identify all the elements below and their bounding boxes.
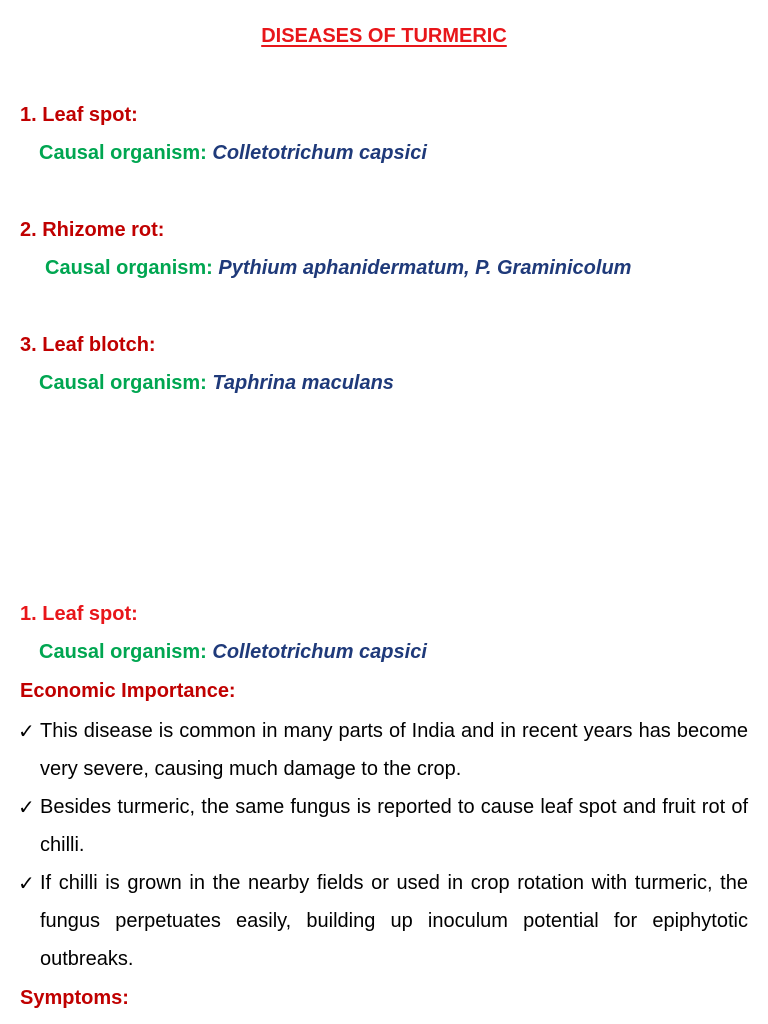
bullet-text: If chilli is grown in the nearby fields or used in crop rotation with turmeric, the fungus perpetuates easily, building up inoculum potential for epiphytotic outbreaks. — [40, 872, 748, 970]
causal-organism-leaf-blotch — [39, 372, 394, 395]
organism-name: Pythium aphanidermatum, P. Graminicolum — [218, 257, 632, 279]
checkmark-icon: ✓ — [18, 719, 35, 743]
list-item — [18, 712, 748, 788]
economic-importance-heading: Economic Importance: — [20, 680, 236, 702]
detail-causal-organism — [39, 641, 427, 664]
economic-importance-list — [18, 712, 748, 978]
causal-label: Causal organism: — [39, 641, 207, 663]
bullet-text: This disease is common in many parts of India and in recent years has become very severe, causing much damage to the crop. — [40, 720, 748, 780]
checkmark-icon: ✓ — [18, 871, 35, 895]
page-title: DISEASES OF TURMERIC — [261, 25, 507, 47]
causal-label: Causal organism: — [39, 372, 207, 394]
organism-name: Colletotrichum capsici — [212, 641, 427, 663]
causal-label: Causal organism: — [45, 257, 213, 279]
disease-heading-leaf-blotch: 3. Leaf blotch: — [20, 334, 156, 356]
disease-heading-rhizome-rot: 2. Rhizome rot: — [20, 219, 165, 241]
causal-organism-leaf-spot — [39, 142, 427, 165]
causal-label: Causal organism: — [39, 142, 207, 164]
list-item — [18, 864, 748, 978]
symptoms-heading: Symptoms: — [20, 987, 129, 1009]
list-item — [18, 788, 748, 864]
disease-heading-leaf-spot: 1. Leaf spot: — [20, 104, 138, 126]
organism-name: Colletotrichum capsici — [212, 142, 427, 164]
detail-heading-leaf-spot: 1. Leaf spot: — [20, 603, 138, 625]
causal-organism-rhizome-rot — [45, 257, 631, 280]
organism-name: Taphrina maculans — [212, 372, 394, 394]
checkmark-icon: ✓ — [18, 795, 35, 819]
bullet-text: Besides turmeric, the same fungus is reported to cause leaf spot and fruit rot of chilli. — [40, 796, 748, 856]
